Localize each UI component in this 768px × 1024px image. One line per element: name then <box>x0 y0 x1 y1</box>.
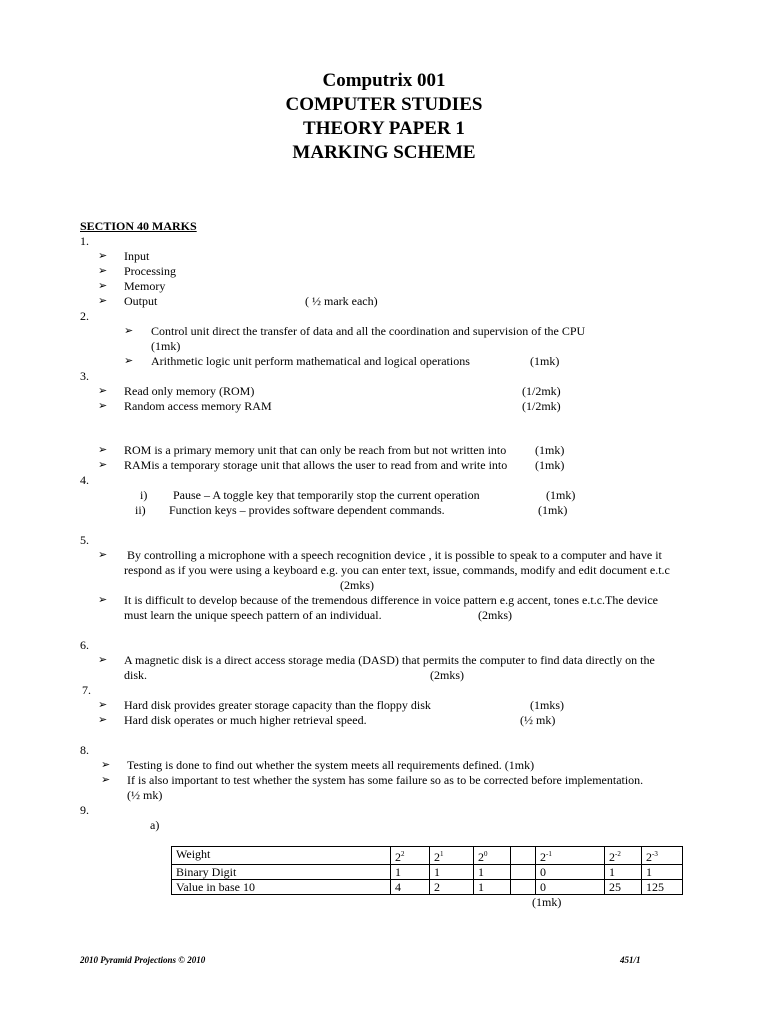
q9-mark: (1mk) <box>532 895 562 909</box>
scheme-title: MARKING SCHEME <box>292 142 476 163</box>
question-9-number: 9. <box>80 803 89 817</box>
q3-item-1-mark: (1/2mk) <box>522 384 561 398</box>
bullet-icon: ➢ <box>98 654 108 666</box>
q6-mark: (2mks) <box>430 668 464 682</box>
q6-line-1: A magnetic disk is a direct access storage media (DASD) that permits the computer to find data directly on the <box>124 653 655 667</box>
table-cell: 0 <box>536 865 605 880</box>
q8-item-2-mark: (½ mk) <box>127 788 163 802</box>
table-cell: 0 <box>536 880 605 895</box>
q5-item-2-line-1: It is difficult to develop because of the tremendous difference in voice pattern e.g accent, tones e.t.c.The device <box>124 593 659 607</box>
q7-item-1: Hard disk provides greater storage capacity than the floppy disk <box>124 698 431 712</box>
bullet-icon: ➢ <box>98 385 108 397</box>
q2-item-2-mark: (1mk) <box>530 354 560 368</box>
q3-item-4: RAMis a temporary storage unit that allows the user to read from and write into <box>124 458 508 472</box>
table-cell: 2 <box>430 880 474 895</box>
q4-i-text: Pause – A toggle key that temporarily stop the current operation <box>173 488 480 502</box>
q1-item-memory: Memory <box>124 279 166 293</box>
bullet-icon: ➢ <box>98 549 108 561</box>
bullet-icon: ➢ <box>98 459 108 471</box>
table-cell: 25 <box>605 880 642 895</box>
weight-cell: $2^{-1}$ <box>536 847 605 865</box>
bullet-icon: ➢ <box>98 265 108 277</box>
weight-cell: $2^{-2}$ <box>605 847 642 865</box>
bullet-icon: ➢ <box>98 400 108 412</box>
table-cell: 1 <box>430 865 474 880</box>
table-row <box>172 865 683 880</box>
section-heading: SECTION 40 MARKS <box>80 219 197 233</box>
q2-item-1: Control unit direct the transfer of data and all the coordination and supervision of the CPU <box>151 324 586 338</box>
question-7-number: 7. <box>82 683 91 697</box>
q4-i-mark: (1mk) <box>546 488 576 502</box>
row-label-value-in-base-10: Value in base 10 <box>172 880 391 895</box>
bullet-icon: ➢ <box>124 355 134 367</box>
table-cell: 1 <box>474 865 511 880</box>
footer-paper-code: 451/1 <box>620 955 641 965</box>
table-row <box>172 880 683 895</box>
q2-item-2: Arithmetic logic unit perform mathematical and logical operations <box>151 354 470 368</box>
question-1-number: 1. <box>80 234 89 248</box>
table-cell: 1 <box>474 880 511 895</box>
q9-part-a-label: a) <box>150 818 160 832</box>
q3-item-2-mark: (1/2mk) <box>522 399 561 413</box>
q3-item-3: ROM is a primary memory unit that can only be reach from but not written into <box>124 443 507 457</box>
weight-cell: $2^{-3}$ <box>642 847 683 865</box>
q7-item-2-mark: (½ mk) <box>520 713 556 727</box>
table-cell: 125 <box>642 880 683 895</box>
q5-item-1-mark: (2mks) <box>340 578 374 592</box>
q1-mark-note: ( ½ mark each) <box>305 294 378 308</box>
q3-item-3-mark: (1mk) <box>535 443 565 457</box>
q1-item-input: Input <box>124 249 150 263</box>
bullet-icon: ➢ <box>98 444 108 456</box>
table-row <box>172 847 683 865</box>
place-value-table <box>171 846 683 895</box>
weight-cell: $2^0$ <box>474 847 511 865</box>
subject-title: COMPUTER STUDIES <box>285 94 483 115</box>
bullet-icon: ➢ <box>101 774 111 786</box>
bullet-icon: ➢ <box>98 594 108 606</box>
question-2-number: 2. <box>80 309 89 323</box>
weight-cell: $2^1$ <box>430 847 474 865</box>
bullet-icon: ➢ <box>98 280 108 292</box>
q5-item-2-mark: (2mks) <box>478 608 512 622</box>
q5-item-1-line-2: respond as if you were using a keyboard e.g. you can enter text, issue, commands, modify and edit document e.t.c <box>124 563 670 577</box>
q4-ii-mark: (1mk) <box>538 503 568 517</box>
bullet-icon: ➢ <box>98 295 108 307</box>
row-label-binary-digit: Binary Digit <box>172 865 391 880</box>
bullet-icon: ➢ <box>124 325 134 337</box>
table-cell: 4 <box>391 880 430 895</box>
question-5-number: 5. <box>80 533 89 547</box>
weight-cell: $2^2$ <box>391 847 430 865</box>
bullet-icon: ➢ <box>98 714 108 726</box>
q8-item-1: Testing is done to find out whether the system meets all requirements defined. (1mk) <box>127 758 535 772</box>
row-label-weight: Weight <box>172 847 391 865</box>
question-3-number: 3. <box>80 369 89 383</box>
q5-item-2-line-2: must learn the unique speech pattern of an individual. <box>124 608 382 622</box>
table-cell: 1 <box>605 865 642 880</box>
q5-item-1-line-1: By controlling a microphone with a speech recognition device , it is possible to speak to a computer and have it <box>127 548 662 562</box>
question-4-number: 4. <box>80 473 89 487</box>
footer-copyright: 2010 Pyramid Projections © 2010 <box>80 955 206 965</box>
q6-line-2: disk. <box>124 668 148 682</box>
q3-item-1: Read only memory (ROM) <box>124 384 255 398</box>
bullet-icon: ➢ <box>101 759 111 771</box>
paper-title: THEORY PAPER 1 <box>303 118 465 139</box>
q4-ii-label: ii) <box>135 503 146 517</box>
q1-item-output: Output <box>124 294 158 308</box>
bullet-icon: ➢ <box>98 250 108 262</box>
q4-i-label: i) <box>140 488 148 502</box>
point-cell <box>511 880 536 895</box>
question-8-number: 8. <box>80 743 89 757</box>
point-cell <box>511 865 536 880</box>
q7-item-2: Hard disk operates or much higher retrieval speed. <box>124 713 367 727</box>
bullet-icon: ➢ <box>98 699 108 711</box>
q7-item-1-mark: (1mks) <box>530 698 564 712</box>
document-title: Computrix 001 <box>322 70 446 91</box>
table-cell: 1 <box>391 865 430 880</box>
question-6-number: 6. <box>80 638 89 652</box>
q2-item-1-mark: (1mk) <box>151 339 181 353</box>
q8-item-2: If is also important to test whether the system has some failure so as to be corrected before implementation. <box>127 773 644 787</box>
q3-item-2: Random access memory RAM <box>124 399 272 413</box>
q3-item-4-mark: (1mk) <box>535 458 565 472</box>
table-cell: 1 <box>642 865 683 880</box>
q1-item-processing: Processing <box>124 264 176 278</box>
q4-ii-text: Function keys – provides software dependent commands. <box>169 503 445 517</box>
point-cell <box>511 847 536 865</box>
